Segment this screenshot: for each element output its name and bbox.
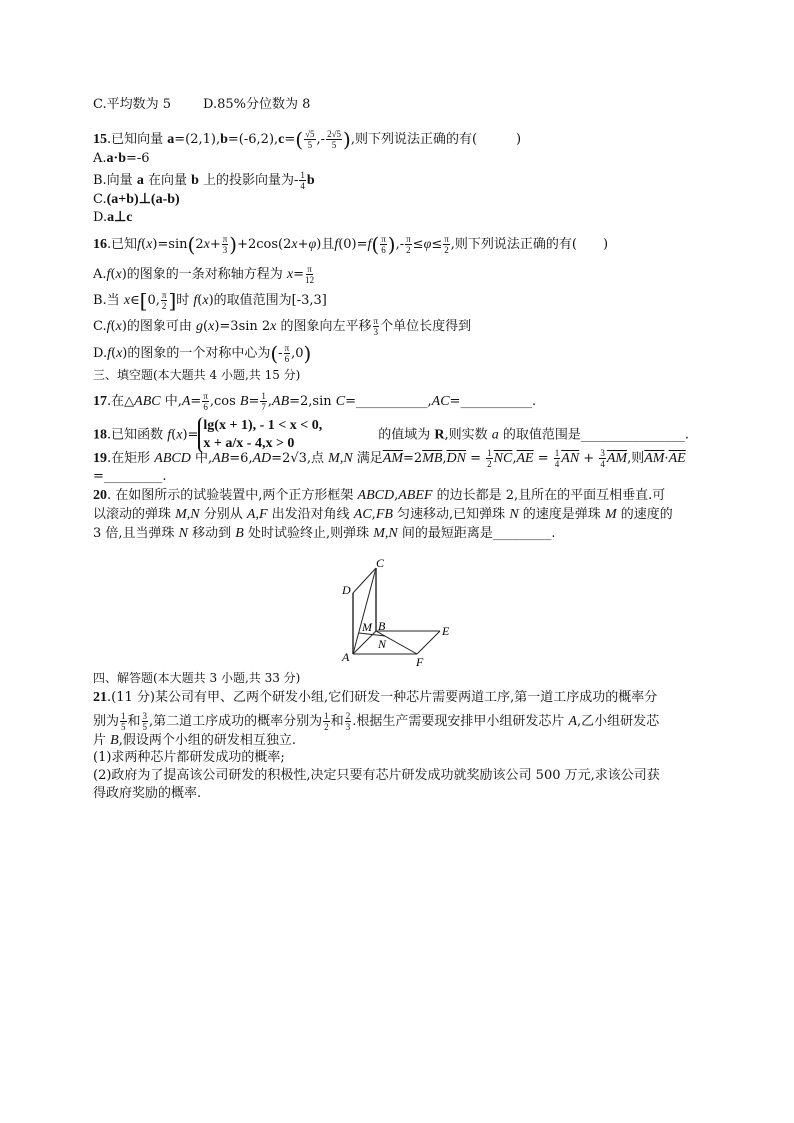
math-variable: x: [291, 237, 298, 252]
text: ,: [394, 488, 399, 503]
text: 的边长都是 2,且所在的平面互相垂直.可: [432, 488, 666, 503]
math-variable: B: [235, 526, 244, 541]
text: 上的投影向量为-: [198, 173, 299, 188]
text: ,乙小组研发芯: [577, 714, 660, 729]
text: (: [110, 267, 116, 282]
text: .在△: [107, 394, 135, 409]
text: 片: [93, 733, 111, 748]
math-variable: ABCD: [357, 488, 395, 503]
text: ,假设两个小组的研发相互独立.: [118, 733, 296, 748]
math-variable: A,F: [246, 507, 268, 522]
text: ,: [442, 451, 447, 466]
math-variable: f: [334, 237, 339, 252]
text: ,-: [316, 132, 326, 147]
text: 的值域为: [378, 427, 435, 443]
text: ,: [512, 451, 517, 466]
denominator: 4: [600, 459, 605, 469]
text: ,cos: [209, 394, 240, 409]
bracket: [: [139, 288, 148, 313]
math-variable: N: [178, 526, 189, 541]
bracket: ): [303, 341, 312, 366]
numerator: √5: [305, 129, 315, 139]
text: (0)=: [338, 237, 368, 252]
vector: $\overline{NC}$: [493, 451, 513, 466]
section-4-heading: [93, 670, 300, 686]
text: =: [284, 132, 296, 147]
text: )=3sin 2: [214, 319, 271, 334]
bracket: ): [343, 127, 351, 152]
vector: $\overline{DN}$: [446, 451, 466, 466]
text: 的速度是弹珠: [518, 507, 605, 522]
math-variable: A: [181, 394, 191, 409]
math-variable: B: [110, 733, 119, 748]
math-variable: φ: [308, 237, 317, 252]
math-variable: AB: [212, 451, 230, 466]
bold-text: 19: [93, 451, 107, 466]
bracket: ): [229, 232, 238, 257]
denominator: 6: [381, 245, 386, 255]
math-variable: AC: [431, 394, 450, 409]
text: ,: [267, 394, 273, 409]
vector: $\overline{MB}$: [422, 451, 443, 466]
vector: $\overline{AE}$: [516, 451, 534, 466]
text: ,则: [627, 451, 645, 466]
label-c: C: [376, 556, 385, 570]
text: ,第二道工序成功的概率分别为: [149, 714, 323, 729]
text: 以滚动的弹珠: [93, 507, 176, 522]
text: =-6: [126, 151, 150, 166]
text: 三、填空题(本大题共 4 小题,共 15 分): [93, 368, 301, 382]
fraction: [323, 711, 330, 732]
text: =: [293, 267, 305, 282]
math-variable: ABC: [134, 394, 161, 409]
text: )的图象的一个对称中心为: [122, 346, 271, 361]
math-variable: AC: [353, 507, 372, 522]
text: =2√3,点: [271, 451, 329, 466]
numerator: 1: [487, 448, 492, 458]
text: 满足: [352, 451, 383, 466]
math-variable: g: [196, 319, 204, 334]
bold-text: 21: [93, 690, 107, 705]
text: 匀速移动,已知弹珠: [392, 507, 510, 522]
math-variable: f: [367, 237, 372, 252]
text: C.: [93, 319, 107, 334]
math-variable: A: [568, 714, 578, 729]
text: .在矩形: [107, 451, 155, 466]
text: 四、解答题(本大题共 3 小题,共 33 分): [93, 671, 301, 685]
denominator: 2: [487, 459, 492, 469]
label-f: F: [416, 655, 424, 669]
bracket: (: [295, 127, 304, 152]
text: 在向量: [143, 173, 192, 188]
numerator: 3: [142, 711, 148, 721]
text: ≤: [431, 237, 443, 252]
text: (: [110, 319, 116, 334]
fraction: [345, 711, 352, 732]
fraction: [120, 711, 127, 732]
bold-text: 18: [93, 427, 107, 443]
text: B.当: [93, 293, 124, 308]
bold-text: (a+b)⊥(a-b): [106, 192, 180, 207]
text: 中,: [190, 451, 213, 466]
text: +2cos(2: [237, 237, 292, 252]
text: (: [110, 346, 117, 361]
text: )的图象可由: [121, 319, 197, 334]
text: )=sin: [152, 237, 188, 252]
text: 别为: [93, 714, 120, 729]
denominator: 2: [406, 245, 411, 255]
numerator: π: [161, 290, 167, 300]
text: 的取值范围是________________.: [498, 427, 690, 443]
text: .根据生产需要现安排甲小组研发芯片: [352, 714, 569, 729]
text: ,则下列说法正确的有( ): [350, 132, 522, 147]
text: )且: [316, 237, 335, 252]
math-variable: C: [335, 394, 346, 409]
text: =: [248, 394, 260, 409]
text: C.平均数为 5: [93, 97, 172, 112]
text: ,则实数: [444, 427, 492, 443]
text: =_________.: [93, 469, 167, 484]
numerator: 3: [600, 448, 605, 458]
text: =(2,1),: [174, 132, 221, 147]
text: B.向量: [93, 173, 137, 188]
math-variable: AD: [252, 451, 272, 466]
numerator: π: [406, 234, 411, 244]
bracket: (: [371, 232, 380, 257]
numerator: 1: [261, 391, 266, 401]
math-variable: φ: [423, 237, 432, 252]
bracket: (: [187, 232, 196, 257]
label-e: E: [442, 624, 450, 638]
bold-text: b: [220, 132, 228, 147]
text: .已知函数: [107, 427, 168, 443]
text: C.: [93, 192, 107, 207]
text: 间的最短距离是_________.: [397, 526, 556, 541]
text: ,则下列说法正确的有( ): [450, 237, 609, 252]
text: =2,sin: [289, 394, 336, 409]
math-variable: M,N: [328, 451, 353, 466]
text: .已知: [107, 237, 138, 252]
label-d: D: [342, 583, 351, 597]
text: 和: [127, 714, 141, 729]
math-variable: M,N: [373, 526, 398, 541]
text: D.85%分位数为 8: [203, 97, 311, 112]
math-variable: f: [167, 427, 172, 443]
text: =___________.: [449, 394, 537, 409]
math-variable: FB: [375, 507, 393, 522]
vector: $\overline{AN}$: [561, 451, 580, 466]
numerator: π: [222, 234, 228, 244]
denominator: 2: [444, 245, 449, 255]
text: )的图象的一条对称轴方程为: [121, 267, 287, 282]
text: 和: [330, 714, 344, 729]
q21-line-1: [93, 690, 657, 706]
bold-text: a·b: [106, 151, 126, 166]
denominator: 4: [300, 181, 305, 191]
math-variable: a: [491, 427, 499, 443]
math-variable: f: [107, 346, 111, 361]
bold-text: a⊥c: [107, 210, 133, 225]
math-variable: x: [286, 267, 294, 282]
numerator: π: [444, 234, 449, 244]
text: 时: [176, 293, 194, 308]
math-variable: x: [146, 237, 153, 252]
bold-text: b: [191, 173, 199, 188]
text: 处时试验终止,则弹珠: [243, 526, 374, 541]
text: A.: [93, 151, 107, 166]
math-variable: x: [202, 293, 209, 308]
math-variable: x: [115, 319, 122, 334]
math-variable: f: [137, 237, 142, 252]
math-variable: x: [176, 427, 183, 443]
vector: $\overline{AE}$: [668, 451, 686, 466]
numerator: 1: [324, 711, 329, 721]
text: D.: [93, 346, 108, 361]
text: =6,: [229, 451, 253, 466]
text: +: [579, 451, 599, 466]
math-variable: x: [203, 237, 210, 252]
bold-text: 16: [93, 237, 107, 252]
numerator: π: [373, 316, 379, 326]
bold-text: R: [434, 427, 445, 443]
text: D.: [93, 210, 108, 225]
text: )=: [182, 427, 199, 443]
denominator: 3: [373, 327, 379, 337]
q21-part-1: [93, 750, 285, 766]
text: =: [533, 451, 553, 466]
numerator: 2√5: [327, 129, 342, 139]
bracket: ): [387, 232, 396, 257]
math-variable: M: [604, 507, 617, 522]
fraction: [142, 711, 149, 732]
math-variable: B: [239, 394, 249, 409]
text: 个单位长度得到: [380, 319, 472, 334]
text: (1)求两种芯片都研发成功的概率;: [93, 750, 285, 765]
q21-part-2: [93, 768, 660, 784]
text: ·: [664, 451, 669, 466]
text: 分别从: [199, 507, 247, 522]
text: ≤: [412, 237, 424, 252]
text: 中,: [160, 394, 182, 409]
text: (2)政府为了提高该公司研发的积极性,决定只要有芯片研发成功就奖励该公司 500 万元,求该公司获: [93, 768, 660, 783]
numerator: π: [203, 391, 208, 401]
text: (: [171, 427, 177, 443]
math-variable: AB: [272, 394, 290, 409]
text: (: [141, 237, 147, 252]
label-n: N: [378, 637, 387, 651]
text: A.: [93, 267, 107, 282]
math-variable: M,N: [175, 507, 200, 522]
math-variable: f: [106, 319, 111, 334]
math-variable: f: [106, 267, 111, 282]
text: 3 倍,且当弹珠: [93, 526, 179, 541]
text: =: [466, 451, 486, 466]
numerator: 1: [300, 170, 305, 180]
math-variable: f: [193, 293, 198, 308]
case-row: x + a/x - 4,x > 0: [203, 436, 295, 451]
text: 出发沿对角线: [267, 507, 354, 522]
denominator: 5: [331, 140, 337, 150]
bold-text: a: [167, 132, 175, 147]
text: 得政府奖励的概率.: [93, 786, 202, 801]
text: +: [209, 237, 221, 252]
text: ,-: [395, 237, 405, 252]
text: (: [197, 293, 203, 308]
numerator: π: [307, 264, 312, 274]
text: ,0: [291, 346, 304, 361]
text: )的取值范围为[-3,3]: [208, 293, 327, 308]
math-variable: x: [116, 346, 123, 361]
text: =2: [403, 451, 423, 466]
denominator: 12: [305, 275, 315, 285]
bold-text: 15: [93, 132, 107, 147]
vector: $\overline{AM}$: [644, 451, 665, 466]
text: .(11 分)某公司有甲、乙两个研发小组,它们研发一种芯片需要两道工序,第一道工序成功的概率分: [107, 690, 658, 705]
numerator: 1: [121, 711, 126, 721]
bold-text: 20: [93, 488, 107, 503]
text: =(-6,2),: [227, 132, 279, 147]
math-variable: x: [115, 267, 122, 282]
math-variable: N: [509, 507, 519, 522]
denominator: 2: [324, 722, 329, 732]
denominator: 6: [203, 402, 208, 412]
text: 2: [195, 237, 204, 252]
label-b: B: [378, 619, 386, 633]
numerator: 1: [554, 448, 560, 458]
math-variable: x: [208, 319, 215, 334]
label-m: M: [362, 620, 372, 634]
bracket: ]: [168, 288, 177, 313]
math-variable: ABEF: [398, 488, 433, 503]
denominator: 3: [222, 245, 228, 255]
math-variable: x: [270, 319, 277, 334]
math-variable: ABCD: [154, 451, 191, 466]
text: (: [203, 319, 209, 334]
denominator: 4: [554, 459, 560, 469]
denominator: 5: [142, 722, 148, 732]
text: . 在如图所示的试验装置中,两个正方形框架: [107, 488, 358, 503]
bold-text: a: [136, 173, 144, 188]
text: =: [190, 394, 202, 409]
q21-line-2: [93, 711, 659, 732]
text: 移动到: [188, 526, 236, 541]
denominator: 5: [307, 140, 313, 150]
numerator: π: [284, 343, 290, 353]
case-row: lg(x + 1), - 1 < x < 0,: [203, 418, 323, 433]
vector: $\overline{AM}$: [382, 451, 404, 466]
text: 的图象向左平移: [276, 319, 372, 334]
text: -: [278, 346, 283, 361]
vector: $\overline{AM}$: [606, 451, 628, 466]
text: +: [297, 237, 309, 252]
numerator: π: [381, 234, 386, 244]
math-variable: x: [123, 293, 131, 308]
label-a: A: [342, 650, 350, 664]
text: =___________,: [345, 394, 432, 409]
bracket: (: [270, 341, 279, 366]
numerator: 2: [345, 711, 351, 721]
bold-text: b: [306, 173, 315, 188]
bold-text: 17: [93, 394, 107, 409]
q21-part-3: [93, 786, 201, 802]
text: .已知向量: [107, 132, 168, 147]
bold-text: c: [278, 132, 285, 147]
q21-line-3: [93, 733, 296, 749]
text: 的速度的: [616, 507, 673, 522]
denominator: 3: [345, 722, 351, 732]
text: 0,: [147, 293, 160, 308]
text: ∈: [130, 293, 140, 308]
denominator: 2: [161, 301, 167, 311]
denominator: 7: [261, 402, 266, 412]
text: ,: [371, 507, 376, 522]
denominator: 6: [284, 354, 290, 364]
denominator: 5: [121, 722, 126, 732]
